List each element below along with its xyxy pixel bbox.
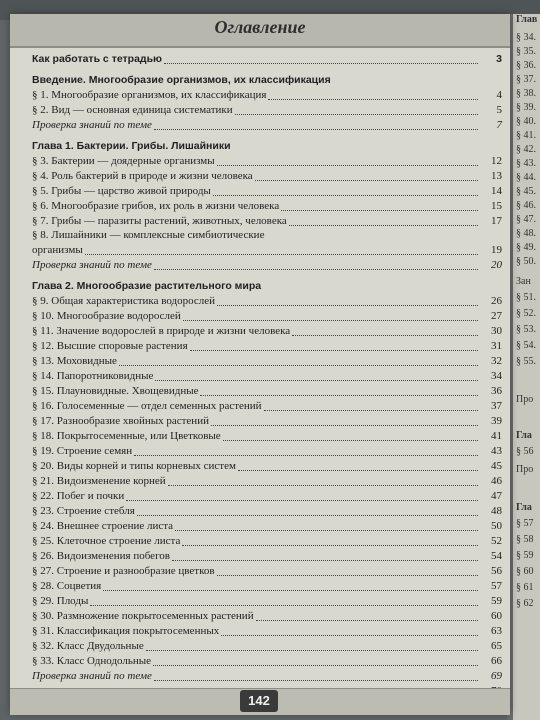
toc-entry-page: 60 [491, 610, 502, 622]
toc-entry-page: 13 [491, 170, 502, 182]
toc-entry-page: 14 [491, 185, 502, 197]
chapter-heading [32, 73, 502, 88]
toc-entry [32, 184, 502, 199]
dot-leader [155, 380, 478, 381]
dot-leader [256, 620, 478, 621]
adjacent-page-fragment: § 39. [516, 102, 536, 113]
dot-leader [211, 425, 478, 426]
toc-entry-page: 48 [491, 505, 502, 517]
dot-leader [134, 455, 478, 456]
adjacent-page-fragment: § 62 [516, 598, 534, 609]
toc-entry-page: 54 [491, 550, 502, 562]
adjacent-page-fragment: § 45. [516, 186, 536, 197]
toc-entry-title: Глава 2. Многообразие растительного мира [32, 280, 262, 292]
dot-leader [292, 335, 478, 336]
toc-entry-page: 26 [491, 295, 502, 307]
dot-leader [200, 395, 478, 396]
toc-entry-page: 45 [491, 460, 502, 472]
toc-entry [32, 594, 502, 609]
toc-entry [32, 504, 502, 519]
adjacent-page-fragment: § 42. [516, 144, 536, 155]
adjacent-page-fragment: § 54. [516, 340, 536, 351]
toc-entry-page: 56 [491, 565, 502, 577]
dot-leader [103, 590, 478, 591]
page-number: 142 [240, 690, 278, 712]
adjacent-page-fragment: § 34. [516, 32, 536, 43]
toc-entry [32, 354, 502, 369]
toc-entry [32, 399, 502, 414]
toc-entry-title: § 29. Плоды [32, 595, 89, 607]
dot-leader [190, 350, 478, 351]
toc-entry-title: § 31. Классификация покрытосеменных [32, 625, 220, 637]
toc-entry-title: § 4. Роль бактерий в природе и жизни человека [32, 170, 253, 182]
toc-entry [32, 154, 502, 169]
dot-leader [268, 99, 478, 100]
adjacent-page-fragment: Гла [516, 430, 532, 441]
dot-leader [119, 365, 478, 366]
dot-leader [126, 500, 478, 501]
adjacent-page-fragment: Зан [516, 276, 531, 287]
dot-leader [182, 545, 478, 546]
dot-leader [164, 63, 478, 64]
toc-entry-title: § 6. Многообразие грибов, их роль в жизни человека [32, 200, 280, 212]
toc-entry-page: 32 [491, 355, 502, 367]
adjacent-page-fragment: § 37. [516, 74, 536, 85]
toc-entry-title: § 24. Внешнее строение листа [32, 520, 174, 532]
toc-entry-title: § 30. Размножение покрытосеменных растений [32, 610, 254, 622]
dot-leader [255, 180, 478, 181]
toc-entry [32, 609, 502, 624]
toc-entry [32, 243, 502, 258]
adjacent-page-fragment: § 57 [516, 518, 534, 529]
toc-entry [32, 519, 502, 534]
toc-entry [32, 199, 502, 214]
dot-leader [235, 114, 478, 115]
toc-entry [32, 339, 502, 354]
toc-entry-title: § 22. Побег и почки [32, 490, 125, 502]
toc-entry-page: 39 [491, 415, 502, 427]
dot-leader [223, 440, 478, 441]
toc-entry-title: Введение. Многообразие организмов, их классификация [32, 74, 331, 86]
toc-entry-page: 15 [491, 200, 502, 212]
toc-entry-title: § 7. Грибы — паразиты растений, животных, человека [32, 215, 287, 227]
toc-entry-title: § 23. Строение стебля [32, 505, 135, 517]
adjacent-page-fragment: § 38. [516, 88, 536, 99]
toc-entry-title: § 14. Папоротниковидные [32, 370, 154, 382]
page-title: Оглавление [214, 17, 306, 37]
adjacent-page-fragment: § 60 [516, 566, 534, 577]
toc-entry-title: § 2. Вид — основная единица систематики [32, 104, 233, 116]
adjacent-page-fragment: § 55. [516, 356, 536, 367]
dot-leader [153, 665, 478, 666]
toc-entry-page: 5 [496, 104, 502, 116]
adjacent-page-fragment: § 44. [516, 172, 536, 183]
toc-entry-page: 57 [491, 580, 502, 592]
toc-entry-title: § 19. Строение семян [32, 445, 133, 457]
dot-leader [146, 650, 478, 651]
table-of-contents [32, 52, 502, 699]
toc-entry-title: § 28. Соцветия [32, 580, 102, 592]
adjacent-page-fragment: Гла [516, 502, 532, 513]
adjacent-page-fragment: § 49. [516, 242, 536, 253]
toc-entry [32, 369, 502, 384]
toc-entry-page: 47 [491, 490, 502, 502]
dot-leader [154, 269, 478, 270]
toc-entry-page: 7 [496, 119, 502, 131]
toc-entry-title: § 13. Моховидные [32, 355, 117, 367]
toc-entry [32, 534, 502, 549]
dot-leader [183, 320, 478, 321]
adjacent-page-fragment: § 53. [516, 324, 536, 335]
dot-leader [154, 680, 478, 681]
toc-entry-page: 41 [491, 430, 502, 442]
toc-entry-page: 63 [491, 625, 502, 637]
toc-entry-title: Проверка знаний по теме [32, 670, 152, 682]
dot-leader [172, 560, 478, 561]
toc-entry-page: 30 [491, 325, 502, 337]
dot-leader [85, 254, 478, 255]
toc-entry-title: § 16. Голосеменные — отдел семенных растений [32, 400, 262, 412]
toc-entry-title: § 3. Бактерии — доядерные организмы [32, 155, 215, 167]
toc-entry-title: Проверка знаний по теме [32, 259, 152, 271]
toc-entry [32, 324, 502, 339]
toc-entry-title: § 18. Покрытосеменные, или Цветковые [32, 430, 221, 442]
adjacent-page-fragment: Глав [516, 14, 538, 25]
toc-entry-page: 19 [491, 244, 502, 256]
toc-entry-title: § 8. Лишайники — комплексные симбиотические [32, 229, 265, 241]
toc-entry-page: 3 [496, 53, 502, 65]
adjacent-page-fragment: § 43. [516, 158, 536, 169]
toc-entry-title: § 27. Строение и разнообразие цветков [32, 565, 215, 577]
toc-entry-page: 52 [491, 535, 502, 547]
toc-entry [32, 258, 502, 273]
adjacent-page-fragment: § 47. [516, 214, 536, 225]
toc-entry-page: 20 [491, 259, 502, 271]
toc-entry [32, 579, 502, 594]
adjacent-page-fragment: § 61 [516, 582, 534, 593]
toc-entry [32, 654, 502, 669]
toc-entry [32, 564, 502, 579]
toc-entry-title: § 21. Видоизменение корней [32, 475, 166, 487]
toc-entry-page: 43 [491, 445, 502, 457]
dot-leader [217, 165, 478, 166]
adjacent-page-fragment: § 35. [516, 46, 536, 57]
toc-entry [32, 444, 502, 459]
toc-entry-page: 36 [491, 385, 502, 397]
dot-leader [175, 530, 478, 531]
toc-entry-title: Глава 1. Бактерии. Грибы. Лишайники [32, 140, 231, 152]
toc-entry [32, 549, 502, 564]
toc-entry-title: § 32. Класс Двудольные [32, 640, 144, 652]
toc-entry-title: § 12. Высшие споровые растения [32, 340, 188, 352]
toc-entry-title: § 17. Разнообразие хвойных растений [32, 415, 209, 427]
toc-entry [32, 103, 502, 118]
chapter-heading [32, 279, 502, 294]
adjacent-page [512, 14, 540, 720]
toc-entry-page: 46 [491, 475, 502, 487]
contents-page [10, 14, 510, 714]
dot-leader [217, 305, 478, 306]
toc-entry-title: § 9. Общая характеристика водорослей [32, 295, 216, 307]
toc-entry-page: 34 [491, 370, 502, 382]
toc-entry [32, 52, 502, 67]
dot-leader [264, 410, 478, 411]
toc-entry-title: § 5. Грибы — царство живой природы [32, 185, 211, 197]
toc-entry-page: 69 [491, 670, 502, 682]
dot-leader [221, 635, 478, 636]
toc-entry [32, 459, 502, 474]
toc-entry-page: 37 [491, 400, 502, 412]
toc-entry [32, 414, 502, 429]
toc-entry-title: § 26. Видоизменения побегов [32, 550, 170, 562]
toc-entry [32, 294, 502, 309]
toc-entry [32, 118, 502, 133]
toc-entry [32, 229, 502, 243]
toc-entry [32, 429, 502, 444]
adjacent-page-fragment: § 51. [516, 292, 536, 303]
toc-entry-page: 65 [491, 640, 502, 652]
toc-entry-title: организмы [32, 244, 83, 256]
adjacent-page-fragment: Про [516, 394, 534, 405]
adjacent-page-fragment: § 36. [516, 60, 536, 71]
toc-entry-title: § 15. Плауновидные. Хвощевидные [32, 385, 199, 397]
dot-leader [90, 605, 478, 606]
toc-entry-page: 31 [491, 340, 502, 352]
toc-entry-page: 17 [491, 215, 502, 227]
toc-entry-title: § 33. Класс Однодольные [32, 655, 152, 667]
toc-entry-title: § 10. Многообразие водорослей [32, 310, 181, 322]
dot-leader [154, 129, 478, 130]
toc-entry-page: 66 [491, 655, 502, 667]
toc-entry-page: 4 [496, 89, 502, 101]
dot-leader [217, 575, 478, 576]
adjacent-page-fragment: § 48. [516, 228, 536, 239]
toc-entry [32, 214, 502, 229]
toc-entry-page: 59 [491, 595, 502, 607]
adjacent-page-fragment: § 58 [516, 534, 534, 545]
dot-leader [281, 210, 478, 211]
dot-leader [137, 515, 478, 516]
adjacent-page-fragment: § 41. [516, 130, 536, 141]
adjacent-page-fragment: § 40. [516, 116, 536, 127]
adjacent-page-fragment: § 52. [516, 308, 536, 319]
toc-entry [32, 384, 502, 399]
dot-leader [213, 195, 478, 196]
dot-leader [289, 225, 478, 226]
toc-entry [32, 169, 502, 184]
toc-entry-title: Проверка знаний по теме [32, 119, 152, 131]
adjacent-page-fragment: Про [516, 464, 534, 475]
toc-entry-title: Как работать с тетрадью [32, 53, 163, 65]
adjacent-page-fragment: § 56 [516, 446, 534, 457]
toc-entry-page: 12 [491, 155, 502, 167]
toc-entry [32, 624, 502, 639]
toc-entry [32, 639, 502, 654]
toc-entry [32, 669, 502, 684]
toc-entry [32, 88, 502, 103]
chapter-heading [32, 139, 502, 154]
toc-entry [32, 309, 502, 324]
adjacent-page-fragment: § 46. [516, 200, 536, 211]
toc-entry-page: 27 [491, 310, 502, 322]
adjacent-page-fragment: § 50. [516, 256, 536, 267]
toc-entry-page: 50 [491, 520, 502, 532]
toc-entry [32, 474, 502, 489]
adjacent-page-fragment: § 59 [516, 550, 534, 561]
toc-entry-title: § 20. Виды корней и типы корневых систем [32, 460, 236, 472]
dot-leader [238, 470, 478, 471]
toc-entry [32, 489, 502, 504]
toc-entry-title: § 1. Многообразие организмов, их классификация [32, 89, 267, 101]
toc-entry-title: § 11. Значение водорослей в природе и жизни человека [32, 325, 291, 337]
dot-leader [168, 485, 478, 486]
toc-entry-title: § 25. Клеточное строение листа [32, 535, 181, 547]
